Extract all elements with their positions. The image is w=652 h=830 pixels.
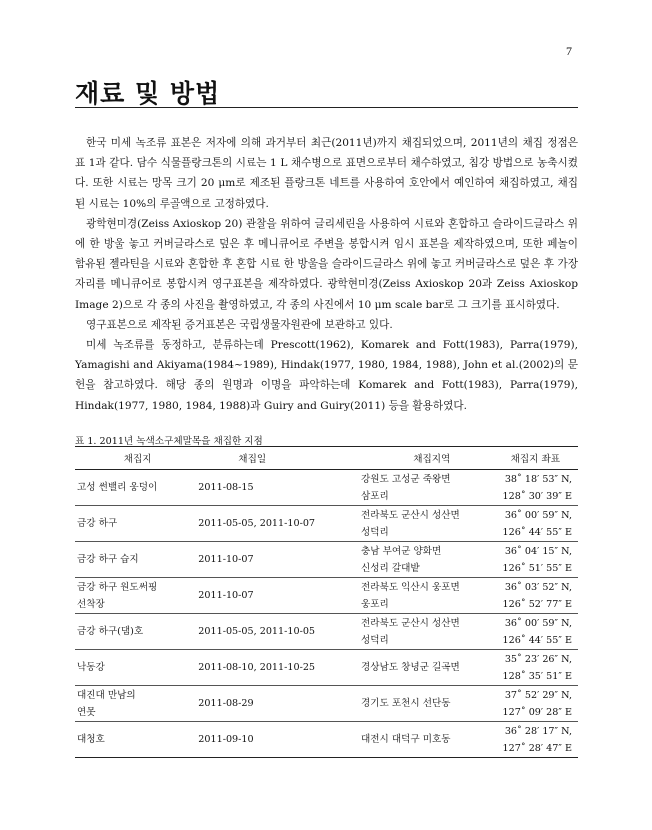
cell-date: 2011-10-07 xyxy=(198,590,254,601)
cell-region: 경상남도 창녕군 길곡면 xyxy=(361,662,460,673)
table-row xyxy=(75,578,578,614)
cell-date: 2011-08-15 xyxy=(198,482,254,493)
longitude: 126˚ 52′ 77″ E xyxy=(502,598,572,610)
cell-coordinates xyxy=(503,542,578,578)
header-coordinates: 채집지 좌표 xyxy=(503,447,578,470)
cell-date: 2011-05-05, 2011-10-05 xyxy=(198,626,316,637)
page-number: 7 xyxy=(566,44,572,58)
table-header-row xyxy=(75,447,578,470)
cell-coordinates xyxy=(503,614,578,650)
cell-region: 전라북도 군산시 성산면 성덕리 xyxy=(361,617,460,646)
cell-coordinates xyxy=(503,470,578,506)
cell-coordinates xyxy=(503,506,578,542)
longitude: 126˚ 51′ 55″ E xyxy=(502,562,572,574)
longitude: 127˚ 28′ 47″ E xyxy=(502,742,572,754)
latitude: 35˚ 23′ 26″ N, xyxy=(504,653,572,665)
cell-date: 2011-10-07 xyxy=(198,554,254,565)
cell-site: 금강 하구(댐)호 xyxy=(77,626,144,637)
collection-sites-table xyxy=(75,446,578,758)
paragraph: 한국 미세 녹조류 표본은 저자에 의해 과거부터 최근(2011년)까지 채집되었으며, 2011년의 채집 정점은 표 1과 같다. 담수 식물플랑크톤의 시료는 1 L 채수병으로 표면으로부터 채수하였고, 침강 방법으로 농축시켰다. 또한 시료는 망목 크기 20 μm로 제조된 플랑크톤 네트를 사용하여 호안에서 예인하여 채집하였고, 채집된 시료는 10%의 루골액으로 고정하였다. xyxy=(75,137,578,210)
table-row xyxy=(75,614,578,650)
cell-site: 낙동강 xyxy=(77,662,105,673)
latitude: 37˚ 52′ 29″ N, xyxy=(504,689,572,701)
latitude: 36˚ 04′ 15″ N, xyxy=(504,545,572,557)
longitude: 127˚ 09′ 28″ E xyxy=(502,706,572,718)
cell-region: 전라북도 군산시 성산면 성덕리 xyxy=(361,509,460,538)
header-date: 채집일 xyxy=(198,447,361,470)
table-row xyxy=(75,542,578,578)
cell-coordinates xyxy=(503,650,578,686)
cell-site: 금강 하구 xyxy=(77,518,118,529)
table-row xyxy=(75,470,578,506)
table-row xyxy=(75,722,578,758)
cell-site: 대청호 xyxy=(77,734,105,745)
section-title: 재료 및 방법 xyxy=(75,79,221,108)
cell-date: 2011-05-05, 2011-10-07 xyxy=(198,518,316,529)
cell-region: 경기도 포천시 선단동 xyxy=(361,698,451,709)
body-text xyxy=(75,133,578,416)
cell-site: 대진대 만남의 연못 xyxy=(77,689,136,718)
cell-site: 금강 하구 습지 xyxy=(77,554,139,565)
latitude: 36˚ 00′ 59″ N, xyxy=(504,509,572,521)
table-row xyxy=(75,506,578,542)
cell-date: 2011-08-29 xyxy=(198,698,254,709)
cell-coordinates xyxy=(503,578,578,614)
cell-coordinates xyxy=(503,722,578,758)
latitude: 36˚ 00′ 59″ N, xyxy=(504,617,572,629)
longitude: 126˚ 44′ 55″ E xyxy=(502,634,572,646)
paragraph: 영구표본으로 제작된 증거표본은 국립생물자원관에 보관하고 있다. xyxy=(86,318,393,331)
longitude: 126˚ 44′ 55″ E xyxy=(502,526,572,538)
header-region: 채집지역 xyxy=(361,447,503,470)
paragraph: 광학현미경(Zeiss Axioskop 20) 관찰을 위하여 글리세린을 사용하여 시료와 혼합하고 슬라이드글라스 위에 한 방울 놓고 커버글라스로 덮은 후 메니큐어로 주변을 봉합시켜 임시 표본을 제작하였으며, 또한 페놀이 함유된 젤라틴을 시료와 혼합한 후 혼합 시료 한 방울을 슬라이드글라스 위에 놓고 커버글라스로 덮은 후 가장자리를 메니큐어로 봉합시켜 영구표본을 제작하였다. 광학현미경(Zeiss Axioskop 20과 Zeiss Axioskop Image 2)으로 각 종의 사진을 촬영하였고, 각 종의 사진에서 10 μm scale bar로 그 크기를 표시하였다. xyxy=(75,217,578,311)
title-divider xyxy=(75,107,578,108)
header-site: 채집지 xyxy=(75,447,198,470)
longitude: 128˚ 35′ 51″ E xyxy=(502,670,572,682)
cell-region: 전라북도 익산시 웅포면 웅포리 xyxy=(361,581,460,610)
cell-site: 고성 썬밸리 웅덩이 xyxy=(77,482,158,493)
cell-region: 강원도 고성군 죽왕면 삼포리 xyxy=(361,473,451,502)
cell-region: 대전시 대덕구 미호동 xyxy=(361,734,451,745)
cell-date: 2011-08-10, 2011-10-25 xyxy=(198,662,316,673)
paragraph: 미세 녹조류를 동정하고, 분류하는데 Prescott(1962), Komarek and Fott(1983), Parra(1979), Yamagishi and Akiyama(1984~1989), Hindak(1977, 1980, 1984, 1988), John et al.(2002)의 문헌을 참고하였다. 해당 종의 원명과 이명을 파악하는데 Komarek and Fott(1983), Parra(1979), Hindak(1977, 1980, 1984, 1988)과 Guiry and Guiry(2011) 등을 활용하였다. xyxy=(75,339,578,412)
cell-coordinates xyxy=(503,686,578,722)
latitude: 36˚ 28′ 17″ N, xyxy=(504,725,572,737)
latitude: 36˚ 03′ 52″ N, xyxy=(504,581,572,593)
table-row xyxy=(75,686,578,722)
table-caption: 표 1. 2011년 녹색소구체말목을 채집한 지점 xyxy=(75,436,263,447)
longitude: 128˚ 30′ 39″ E xyxy=(502,490,572,502)
cell-region: 충남 부여군 양화면 신성리 갈대밭 xyxy=(361,545,442,574)
cell-date: 2011-09-10 xyxy=(198,734,254,745)
table-body xyxy=(75,470,578,758)
table-row xyxy=(75,650,578,686)
cell-site: 금강 하구 원도써핑 선착장 xyxy=(77,581,158,610)
latitude: 38˚ 18′ 53″ N, xyxy=(504,473,572,485)
